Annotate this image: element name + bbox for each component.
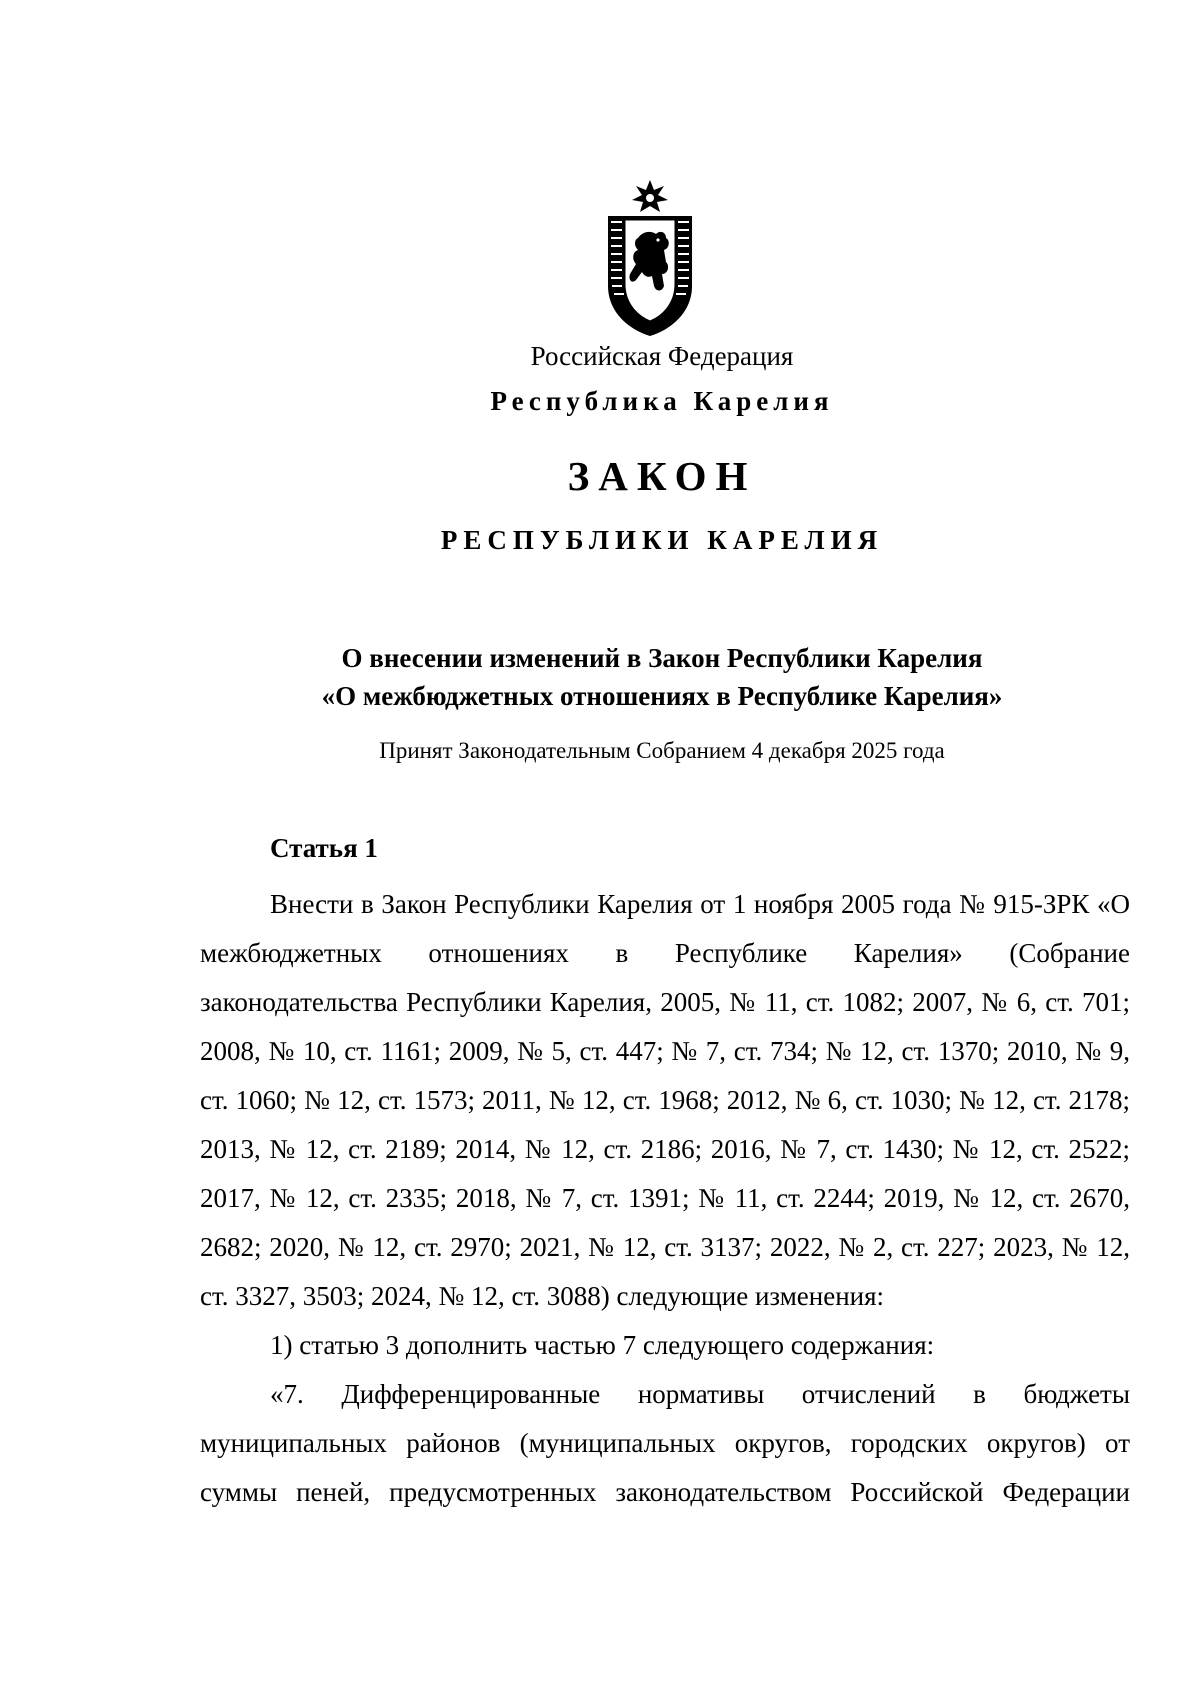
article-paragraph: Внести в Закон Республики Карелия от 1 ноября 2005 года № 915-ЗРК «О межбюджетных отношениях в Республике Карелия» (Собрание законодательства Республики Карелия, 2005, № 11, ст. 1082; 2007, № 6, ст. 701; 2008, № 10, ст. 1161; 2009, № 5, ст. 447; № 7, ст. 734; № 12, ст. 1370; 2010, № 9, ст. 1060; № 12, ст. 1573; 2011, № 12, ст. 1968; 2012, № 6, ст. 1030; № 12, ст. 2178; 2013, № 12, ст. 2189; 2014, № 12, ст. 2186; 2016, № 7, ст. 1430; № 12, ст. 2522; 2017, № 12, ст. 2335; 2018, № 7, ст. 1391; № 11, ст. 2244; 2019, № 12, ст. 2670, 2682; 2020, № 12, ст. 2970; 2021, № 12, ст. 3137; 2022, № 2, ст. 227; 2023, № 12, ст. 3327, 3503; 2024, № 12, ст. 3088) следующие изменения: xyxy=(200,889,1130,1311)
article-item-1: 1) статью 3 дополнить частью 7 следующего содержания: xyxy=(270,1330,935,1360)
adoption-date: Принят Законодательным Собранием 4 декабря 2025 года xyxy=(379,738,945,763)
law-subheading: РЕСПУБЛИКИ КАРЕЛИЯ xyxy=(440,525,884,555)
law-heading: ЗАКОН xyxy=(567,453,757,499)
article-body xyxy=(200,880,1130,1517)
article-quoted-part-7: «7. Дифференцированные нормативы отчислений в бюджеты муниципальных районов (муниципальных округов, городских округов) от суммы пеней, предусмотренных законодательством Российской Федерации xyxy=(200,1379,1130,1507)
law-title-line-2: «О межбюджетных отношениях в Республике Карелия» xyxy=(321,681,1003,711)
law-title-line-1: О внесении изменений в Закон Республики Карелия xyxy=(341,643,983,673)
article-heading: Статья 1 xyxy=(270,833,378,863)
karelia-coat-of-arms-icon xyxy=(600,178,700,338)
republic-name: Республика Карелия xyxy=(490,386,834,416)
federation-name: Российская Федерация xyxy=(530,341,794,371)
